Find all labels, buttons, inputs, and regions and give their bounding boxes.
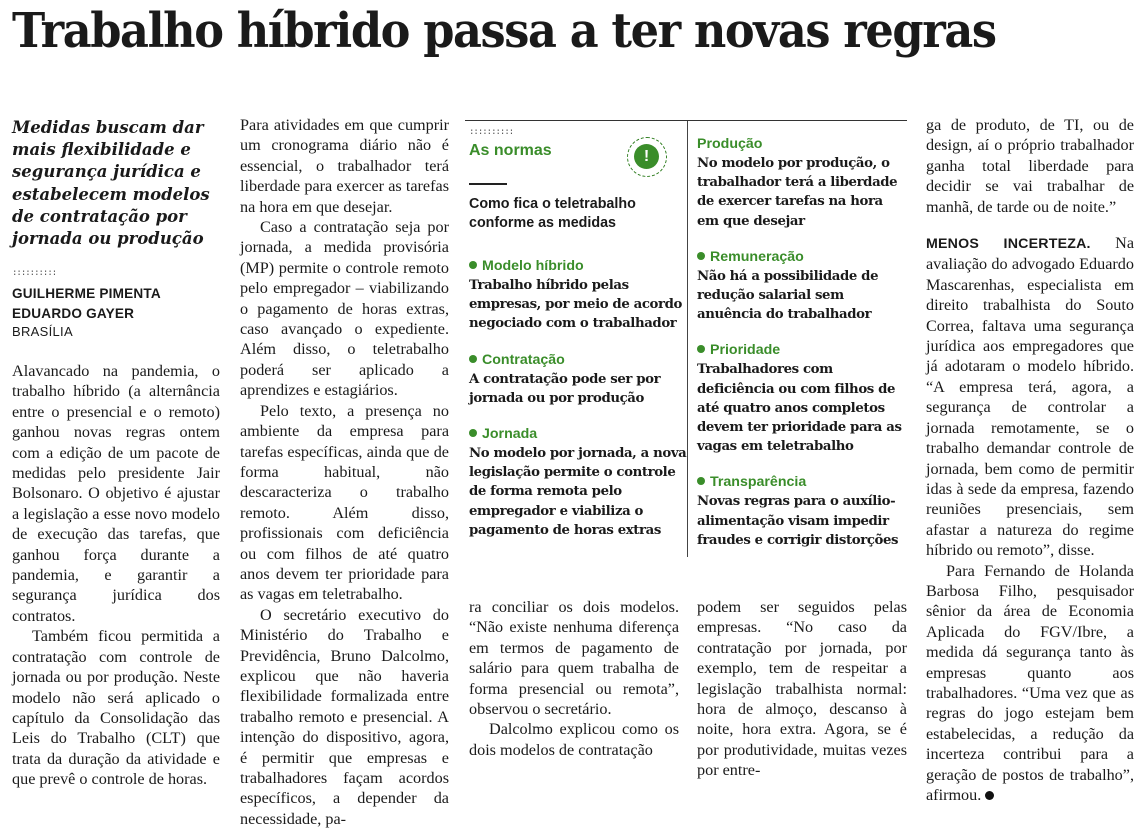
paragraph: ra conciliar os dois modelos. “Não existe nenhuma diferença em termos de pagamento de salário para quem trabalha de forma presencial ou remota”, observou o secretário. xyxy=(469,598,679,719)
section-heading: Prioridade xyxy=(697,341,907,360)
section-heading: Jornada xyxy=(469,425,687,444)
paragraph xyxy=(926,233,1134,561)
section-heading: Transparência xyxy=(697,473,907,492)
paragraph: podem ser seguidos pelas empresas. “No caso da contratação por jornada, por exemplo, tem de respeitar a legislação trabalhista normal: hora de almoço, descanso à noite, hora extra. Agora, se é por produtividade, muitas vezes por entre- xyxy=(697,598,907,780)
paragraph: Alavancado na pandemia, o trabalho híbrido (a alternância entre o presencial e o remoto) ganhou novas regras ontem com a edição de um pacote de medidas pelo presidente Jair Bolsonaro. O objetivo é ajustar a legislação a esse novo modelo de execução das tarefas, que ganhou força durante a pandemia, e garantir a segurança jurídica dos contratos. xyxy=(12,362,220,625)
alert-icon: ! xyxy=(627,137,667,177)
bullet-icon xyxy=(469,429,477,437)
infobox-rule xyxy=(469,183,507,185)
paragraph: Pelo texto, a presença no ambiente da empresa para tarefas específicas, ainda que de forma habitual, não descaracteriza o trabalho remoto. Além disso, profissionais com deficiência ou com filhos de até quatro anos devem ter prioridade para as vagas em teletrabalho. xyxy=(240,401,449,604)
article-column-3 xyxy=(469,597,679,760)
article-column-2 xyxy=(240,115,449,829)
byline xyxy=(12,268,212,341)
paragraph: O secretário executivo do Ministério do Trabalho e Previdência, Bruno Dalcolmo, explicou que não haveria flexibilidade formalizada entre trabalho remoto e presencial. A intenção do dispositivo, agora, é permitir que empresas e trabalhadores façam acordos específicos, a depender da necessidade, pa- xyxy=(240,605,449,828)
section-heading: Remuneração xyxy=(697,248,907,267)
byline-dots: :::::::::: xyxy=(12,268,57,278)
infobox-dots: :::::::::: xyxy=(469,127,514,137)
article-column-1 xyxy=(12,361,220,790)
paragraph-text: Para Fernando de Holanda Barbosa Filho, pesquisador sênior da área de Economia Aplicada do FGV/Ibre, a medida dá segurança tanto às empresas quanto aos trabalhadores. “Uma vez que as regras do jogo estejam bem estabelecidas, a redução da incerteza contribui para a geração de postos de trabalho”, afirmou. xyxy=(926,561,1134,804)
paragraph: Para atividades em que cumprir um cronograma diário não é essencial, o trabalhador terá liberdade para exercer as tarefas na hora em que desejar. xyxy=(240,116,449,216)
author-name: EDUARDO GAYER xyxy=(12,305,135,321)
headline: Trabalho híbrido passa a ter novas regras xyxy=(12,3,996,59)
paragraph: ga de produto, de TI, ou de design, aí o próprio trabalhador ganha total liberdade para decidir se vai trabalhar de manhã, de tarde ou de noite.” xyxy=(926,116,1134,216)
bullet-icon xyxy=(697,477,705,485)
infobox-subtitle: Como fica o teletrabalho conforme as medidas xyxy=(469,196,636,231)
bullet-icon xyxy=(697,252,705,260)
infobox-divider xyxy=(687,121,688,557)
paragraph: Caso a contratação seja por jornada, a medida provisória (MP) permite o controle remoto pelo empregador – viabilizando o pagamento de horas extras, caso avançado o expediente. Além disso, o teletrabalho poderá ser aplicado a aprendizes e estagiários. xyxy=(240,218,449,400)
article-column-5 xyxy=(926,115,1134,805)
section-heading: Modelo híbrido xyxy=(469,257,687,276)
author-name: GUILHERME PIMENTA xyxy=(12,286,161,301)
infobox-left xyxy=(469,121,687,557)
paragraph xyxy=(926,561,1134,806)
article-column-4 xyxy=(697,597,907,781)
section-body: Trabalhadores com deficiência ou com filhos de até quatro anos completos devem ter prioridade para as vagas em teletrabalho xyxy=(697,362,902,455)
section-body: Trabalho híbrido pelas empresas, por meio de acordo negociado com o trabalhador xyxy=(469,278,682,332)
section-heading: Contratação xyxy=(469,351,687,370)
paragraph: Também ficou permitida a contratação com controle de jornada ou por produção. Neste modelo não será aplicado o capítulo da Consolidação das Leis do Trabalho (CLT) que trata da duração da atividade e que prevê o controle de horas. xyxy=(12,627,220,789)
section-body: No modelo por jornada, a nova legislação permite o controle de forma remota pelo empregador e viabiliza o pagamento de horas extras xyxy=(469,446,687,538)
section-body: Novas regras para o auxílio-alimentação visam impedir fraudes e corrigir distorções xyxy=(697,494,899,548)
infobox-title: As normas xyxy=(469,142,552,159)
section-heading: Produção xyxy=(697,136,763,152)
end-mark xyxy=(985,791,994,800)
section-body: No modelo por produção, o trabalhador terá a liberdade de exercer tarefas na hora em que desejar xyxy=(697,156,898,229)
subhead: Medidas buscam dar mais flexibilidade e segurança jurídica e estabelecem modelos de contratação por jornada ou produção xyxy=(12,118,210,249)
infobox-right xyxy=(697,121,907,557)
paragraph-text: Na avaliação do advogado Eduardo Mascarenhas, especialista em direito trabalhista do Souto Correa, faltava uma segurança jurídica aos empregadores que já adotaram o modelo híbrido. “A empresa terá, agora, a segurança de controlar a jornada remotamente, se o trabalho demandar controle de jornada, bem como de permitir idas à sede da empresa, fazendo reuniões presenciais, sem afastar a natureza do regime híbrido ou remoto”, disse. xyxy=(926,234,1134,560)
bullet-icon xyxy=(469,355,477,363)
section-body: Não há a possibilidade de redução salarial sem anuência do trabalhador xyxy=(697,268,879,323)
dateline-place: BRASÍLIA xyxy=(12,324,73,339)
bullet-icon xyxy=(697,345,705,353)
bullet-icon xyxy=(469,261,477,269)
infobox xyxy=(465,120,907,556)
paragraph: Dalcolmo explicou como os dois modelos de contratação xyxy=(469,720,679,759)
section-body: A contratação pode ser por jornada ou por produção xyxy=(469,371,661,406)
section-lead: MENOS INCERTEZA. xyxy=(926,236,1091,253)
